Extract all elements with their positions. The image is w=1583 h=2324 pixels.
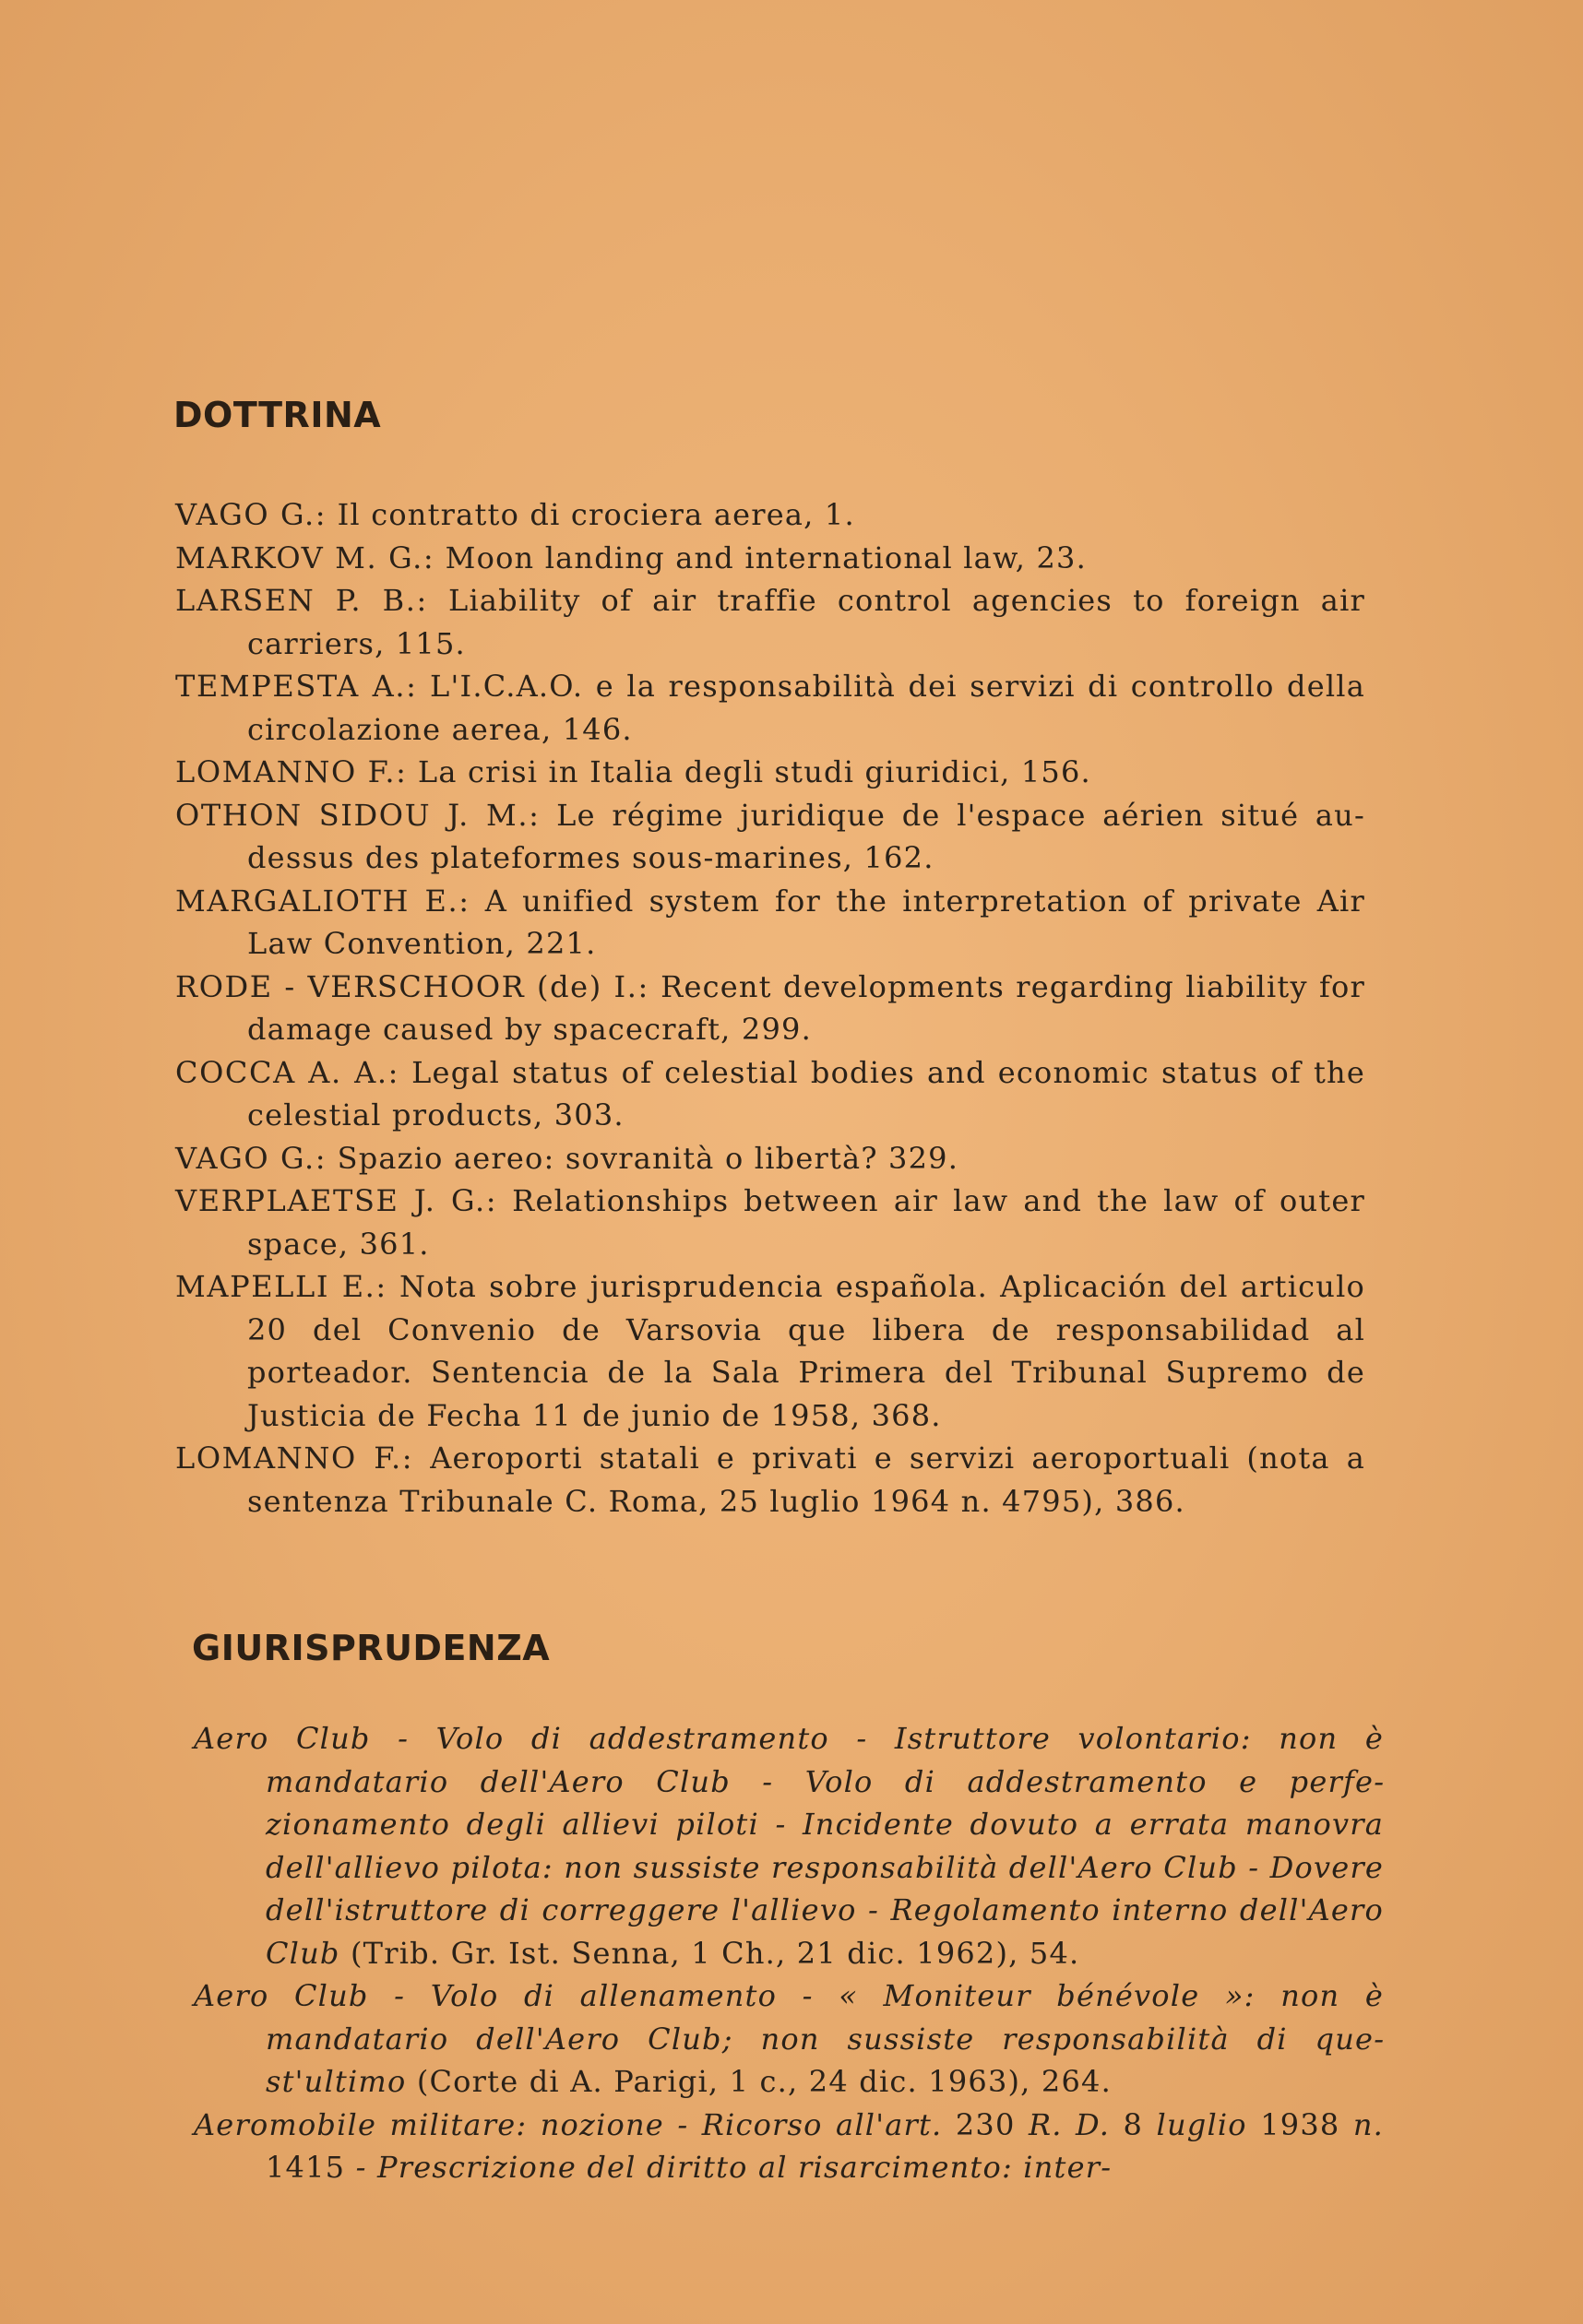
entry-text: A unified system for the interpretation of private Air Law Convention, 221. — [247, 883, 1365, 961]
entry-text: Le régime juridique de l'espace aérien situé au-dessus des plateformes sous-marines, 162. — [247, 797, 1365, 875]
entry-citation: (Corte di A. Parigi, 1 c., 24 dic. 1963), 264. — [416, 2064, 1112, 2099]
entry-text: Legal status of celestial bodies and economic status of the celestial products, 303. — [247, 1054, 1366, 1132]
entry-author: LOMANNO F.: — [175, 754, 408, 789]
list-item — [175, 880, 1365, 966]
entry-author: OTHON SIDOU J. M.: — [175, 797, 541, 833]
entry-subject: Aeromobile militare: nozione - Ricorso all'art. — [194, 2106, 943, 2142]
list-item — [175, 579, 1365, 665]
entry-subject: - Prescrizione del diritto al risarcimento: inter- — [355, 2150, 1113, 2185]
entry-author: VAGO G.: — [175, 1140, 327, 1176]
list-item — [175, 1180, 1365, 1265]
entry-text: Liability of air traffie control agencies to foreign air carriers, 115. — [247, 583, 1366, 661]
entry-text: Spazio aereo: sovranità o libertà? 329. — [337, 1140, 959, 1176]
entry-subject: luglio — [1156, 2106, 1247, 2142]
list-item — [194, 1717, 1384, 1974]
entry-subject: n. — [1352, 2106, 1385, 2142]
entry-author: TEMPESTA A.: — [175, 669, 418, 704]
entry-citation: 230 — [955, 2106, 1016, 2142]
entry-text: Nota sobre jurisprudencia española. Aplicación del articulo 20 del Convenio de Varsovia que libera de responsabilidad al porteador. Sentencia de la Sala Primera del Tribunal Supremo de Justicia de Fecha 11 de junio de 1958, 368. — [247, 1269, 1365, 1433]
list-item — [194, 1974, 1384, 2104]
list-item — [175, 1051, 1365, 1137]
list-item — [194, 2104, 1384, 2189]
entry-subject: R. D. — [1028, 2106, 1111, 2142]
list-item — [175, 794, 1365, 880]
entry-author: RODE - VERSCHOOR (de) I.: — [175, 968, 649, 1004]
dottrina-list — [175, 493, 1365, 1523]
section-heading-giurisprudenza: GIURISPRUDENZA — [192, 1628, 551, 1668]
entry-author: LARSEN P. B.: — [175, 583, 428, 618]
entry-citation: 1938 — [1260, 2106, 1340, 2142]
entry-citation: 8 — [1123, 2106, 1144, 2142]
entry-author: COCCA A. A.: — [175, 1054, 400, 1090]
list-item — [175, 665, 1365, 751]
list-item — [175, 1265, 1365, 1437]
list-item — [175, 751, 1365, 794]
entry-text: Relationships between air law and the law of outer space, 361. — [247, 1183, 1365, 1262]
entry-text: Moon landing and international law, 23. — [445, 540, 1087, 575]
entry-text: Il contratto di crociera aerea, 1. — [337, 497, 855, 532]
giurisprudenza-list — [194, 1717, 1384, 2189]
list-item — [175, 1437, 1365, 1523]
entry-text: Recent developments regarding liability for damage caused by spacecraft, 299. — [247, 968, 1366, 1047]
entry-author: MARKOV M. G.: — [175, 540, 435, 575]
list-item — [175, 537, 1365, 580]
entry-citation: 1415 — [266, 2150, 346, 2185]
list-item — [175, 1137, 1365, 1180]
entry-text: La crisi in Italia degli studi giuridici, 156. — [417, 754, 1091, 789]
entry-text: Aeroporti statali e privati e servizi aeroportuali (nota a sentenza Tribunale C. Roma, 25 luglio 1964 n. 4795), 386. — [247, 1441, 1365, 1519]
entry-author: LOMANNO F.: — [175, 1441, 414, 1476]
list-item — [175, 966, 1365, 1051]
entry-author: VERPLAETSE J. G.: — [175, 1183, 498, 1218]
entry-author: VAGO G.: — [175, 497, 327, 532]
list-item — [175, 493, 1365, 537]
section-heading-dottrina: DOTTRINA — [173, 395, 382, 435]
entry-author: MARGALIOTH E.: — [175, 883, 470, 919]
entry-citation: (Trib. Gr. Ist. Senna, 1 Ch., 21 dic. 1962), 54. — [351, 1935, 1080, 1971]
entry-author: MAPELLI E.: — [175, 1269, 387, 1304]
entry-subject: Aero Club - Volo di allenamento - « Moniteur bénévole »: non è mandatario dell'Aero Club; non sussiste responsabilità di quest'ultimo — [194, 1978, 1384, 2099]
entry-text: L'I.C.A.O. e la responsabilità dei servizi di controllo della circolazione aerea, 146. — [247, 669, 1366, 747]
entry-subject: Aero Club - Volo di addestramento - Istruttore volontario: non è mandatario dell'Aero Club - Volo di addestramento e perfezionamento degli allievi piloti - Incidente dovuto a errata manovra dell'allievo pilota: non sussiste responsabilità dell'Aero Club - Dovere dell'istruttore di correggere l'allievo - Regolamento interno dell'Aero Club — [194, 1721, 1385, 1971]
